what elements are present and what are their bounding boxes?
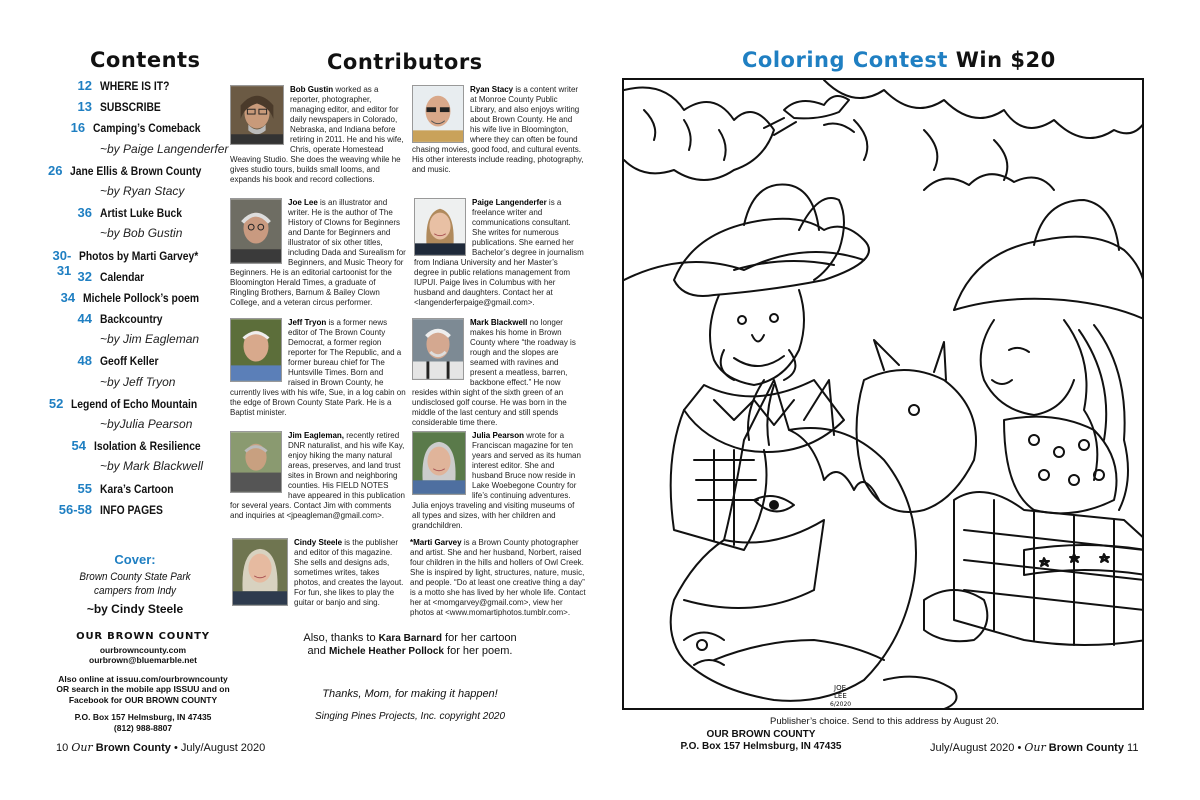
thanks-mom: Thanks, Mom, for making it happen! xyxy=(322,688,498,700)
cover-heading: Cover: xyxy=(114,552,156,567)
toc-entry[interactable] xyxy=(48,353,218,374)
toc-page-number: 52 xyxy=(48,395,64,411)
toc-title: Backcountry xyxy=(100,312,163,327)
toc-byline: ~byJulia Pearson xyxy=(100,417,193,431)
toc-entry[interactable] xyxy=(48,120,218,141)
toc-entry[interactable] xyxy=(48,311,218,332)
toc-title: Kara’s Cartoon xyxy=(100,481,174,496)
toc-title: Legend of Echo Mountain xyxy=(71,396,198,411)
cover-credit xyxy=(70,552,200,616)
photo-julia-pearson xyxy=(412,431,466,495)
photo-joe-lee xyxy=(230,198,282,264)
contributor-bob-gustin: Bob Gustin worked as a reporter, photographer, managing editor, and editor for daily newspapers in Colorado, Nebraska, and Indiana before retiring in 2011. He and his wife, Chris, operate Homestead Weaving Studio. She does the weaving while he gives studio tours, builds small looms, and expands his book and record collections. xyxy=(230,85,404,184)
toc-byline: ~by Mark Blackwell xyxy=(100,459,204,474)
contributor-julia-pearson: Julia Pearson wrote for a Franciscan magazine for ten years and served as its human interest editor. She and husband Bruce now reside in Lake Woebegone Country for life’s continuing adventures. Julia enjoys traveling and visiting museums of all types and sizes, with her children and grandchildren. xyxy=(412,431,581,530)
toc-title: Geoff Keller xyxy=(100,354,159,369)
publisher-email[interactable]: ourbrown@bluemarble.net xyxy=(89,655,197,665)
publisher-site[interactable]: ourbrowncounty.com xyxy=(99,644,187,655)
online-note-2: OR search in the mobile app ISSUU and on xyxy=(56,684,230,694)
toc-entry[interactable] xyxy=(48,269,218,290)
contributor-joe-lee: Joe Lee is an illustrator and writer. He is the author of The History of Clowns for Beginners and Dante for Beginners and illustrator of six other titles, including Dada and Surealism for Beginners, and Music Theory for Beginners. He is an editorial cartoonist for the Bloomington Herald Times, a graduate of Ringling Brothers, Barnum & Bailey Clown College, and a veteran circus performer. xyxy=(230,198,406,307)
photo-mark-blackwell xyxy=(412,318,464,380)
toc-page-number: 54 xyxy=(71,438,86,454)
toc-page-number: 16 xyxy=(70,120,86,136)
online-note-3: Facebook for OUR BROWN COUNTY xyxy=(68,694,218,705)
contributor-marti-garvey: *Marti Garvey is a Brown County photographer and artist. She and her husband, Norbert, raised four children in the hills and hollers of Owl Creek. She is inspired by light, structures, nature, music, and people. “Do at least one creative thing a day” is a motto she has lived by her whole life. Contact her at <momgarvey@gmail.com>, view her photos at <www.momartiphotos.tumblr.com>. xyxy=(410,538,586,617)
toc-page-number: 12 xyxy=(77,78,92,93)
toc-title: Photos by Marti Garvey* xyxy=(79,248,199,263)
toc-entry[interactable] xyxy=(48,78,218,99)
toc-page-number: 13 xyxy=(77,99,92,115)
publisher-name: OUR BROWN COUNTY xyxy=(76,631,210,642)
footer-left: 10 Our Brown County • July/August 2020 xyxy=(56,741,266,754)
photo-paige-langenderfer xyxy=(414,198,466,256)
cover-text-1: Brown County State Park xyxy=(79,571,191,583)
contest-address-name: OUR BROWN COUNTY xyxy=(706,729,816,740)
photo-bob-gustin xyxy=(230,85,284,145)
toc-page-number: 48 xyxy=(77,353,92,369)
coloring-page-artwork xyxy=(622,78,1144,710)
toc-title: SUBSCRIBE xyxy=(100,100,161,115)
contest-address xyxy=(666,729,856,753)
photo-jeff-tryon xyxy=(230,318,282,382)
cover-text-2: campers from Indy xyxy=(94,585,176,597)
toc-title: Artist Luke Buck xyxy=(100,206,183,221)
cover-byline: ~by Cindy Steele xyxy=(86,602,184,616)
toc-title: Isolation & Resilience xyxy=(93,439,201,454)
toc-entry[interactable] xyxy=(48,481,218,502)
toc-entry[interactable] xyxy=(48,396,218,417)
toc-page-number: 44 xyxy=(77,311,92,327)
toc-byline: ~by Jim Eagleman xyxy=(100,332,200,347)
contributor-cindy-steele: Cindy Steele is the publisher and editor of this magazine. She sells and designs ads, sometimes writes, takes photos, and creates the layout. For fun, she likes to play the guitar or banjo and sing. xyxy=(232,538,406,608)
toc-entry[interactable] xyxy=(48,205,218,226)
copyright: Singing Pines Projects, Inc. copyright 2020 xyxy=(314,711,506,722)
cowboy-riders-illustration xyxy=(624,80,1144,710)
contributor-jeff-tryon: Jeff Tryon is a former news editor of The Brown County Democrat, a former region reporter for The Republic, and a former bureau chief for The Huntsville Times. Born and raised in Brown County, he currently lives with his wife, Sue, in a log cabin on the edge of Brown County State Park. He is a Baptist minister. xyxy=(230,318,406,417)
toc-title: WHERE IS IT? xyxy=(100,79,170,93)
toc-title: Michele Pollock’s poem xyxy=(83,290,200,305)
toc-byline: ~by Paige Langenderfer xyxy=(100,141,229,156)
coloring-contest-heading: Coloring Contest Win $20 xyxy=(742,48,1056,72)
publisher-address: P.O. Box 157 Helmsburg, IN 47435 xyxy=(74,712,212,722)
contents-heading: Contents xyxy=(90,48,201,72)
contest-address-line: P.O. Box 157 Helmsburg, IN 47435 xyxy=(680,741,842,752)
toc-entry[interactable] xyxy=(48,438,218,459)
toc-entry[interactable] xyxy=(48,163,218,184)
toc-byline: ~by Bob Gustin xyxy=(100,226,183,241)
toc-title: Jane Ellis & Brown County xyxy=(70,163,202,178)
table-of-contents xyxy=(48,78,229,523)
photo-ryan-stacy xyxy=(412,85,464,143)
toc-title: Camping’s Comeback xyxy=(93,121,201,136)
footer-right: July/August 2020 • Our Brown County 11 xyxy=(930,741,1139,754)
artist-signature-date: 6/2020 xyxy=(830,701,852,708)
toc-page-number: 32 xyxy=(77,268,92,284)
toc-page-number: 55 xyxy=(77,480,92,496)
toc-page-number: 26 xyxy=(48,162,63,178)
contest-note: Publisher’s choice. Send to this address by August 20. xyxy=(770,716,999,727)
toc-title: Calendar xyxy=(100,269,145,284)
toc-page-number: 30-31 xyxy=(52,247,72,278)
thanks-note: Also, thanks to Kara Barnard for her cartoon and Michele Heather Pollock for her poem. xyxy=(303,632,517,657)
toc-byline: ~by Jeff Tryon xyxy=(100,374,176,389)
photo-jim-eagleman xyxy=(230,431,282,493)
toc-entry[interactable] xyxy=(48,502,218,523)
publisher-info xyxy=(48,632,238,733)
contributors-heading: Contributors xyxy=(327,50,483,74)
online-note-1: Also online at issuu.com/ourbrowncounty xyxy=(58,673,228,684)
contributor-ryan-stacy: Ryan Stacy is a content writer at Monroe County Public Library, and also enjoys writing about Brown County. He and his wife live in Bloomington, where they can often be found chasing movies, good food, and cultural events. His other interests include reading, photography, and music. xyxy=(412,85,584,174)
contributor-paige-langenderfer: Paige Langenderfer is a freelance writer and communications consultant. She writes for numerous publications. She earned her Bachelor’s degree in journalism from Indiana University and her Master’s degree in public relations management from IUPUI. Paige lives in Columbus with her husband and daughters. Contact her at <langenderferpaige@gmail.com>. xyxy=(414,198,584,307)
publisher-phone: (812) 988-8807 xyxy=(113,722,173,733)
photo-cindy-steele xyxy=(232,538,288,606)
toc-page-number: 36 xyxy=(77,205,92,221)
toc-title: INFO PAGES xyxy=(100,502,163,517)
toc-entry[interactable] xyxy=(48,99,218,120)
toc-byline: ~by Ryan Stacy xyxy=(100,183,185,198)
artist-signature-2: LEE xyxy=(834,692,847,700)
contributor-mark-blackwell: Mark Blackwell no longer makes his home in Brown County where “the roadway is rough and the slopes are seamed with ravines and present a meatless, barren, backbone effect.” He now resides within sight of the sixth green of an undisclosed golf course. He was born in the middle of the last century and still spends considerable time there. xyxy=(412,318,576,427)
toc-entry[interactable] xyxy=(48,290,218,311)
artist-signature: JOE xyxy=(834,684,846,692)
toc-page-number: 34 xyxy=(60,289,76,305)
contributor-jim-eagleman: Jim Eagleman, recently retired DNR naturalist, and his wife Kay, enjoy hiking the many natural areas, preserves, and land trust sites in Brown and neighboring counties. His FIELD NOTES have appeared in this publication for several years. Contact Jim with comments and inquiries at <jpeagleman@gmail.com>. xyxy=(230,431,405,520)
toc-page-number: 56-58 xyxy=(58,501,92,517)
